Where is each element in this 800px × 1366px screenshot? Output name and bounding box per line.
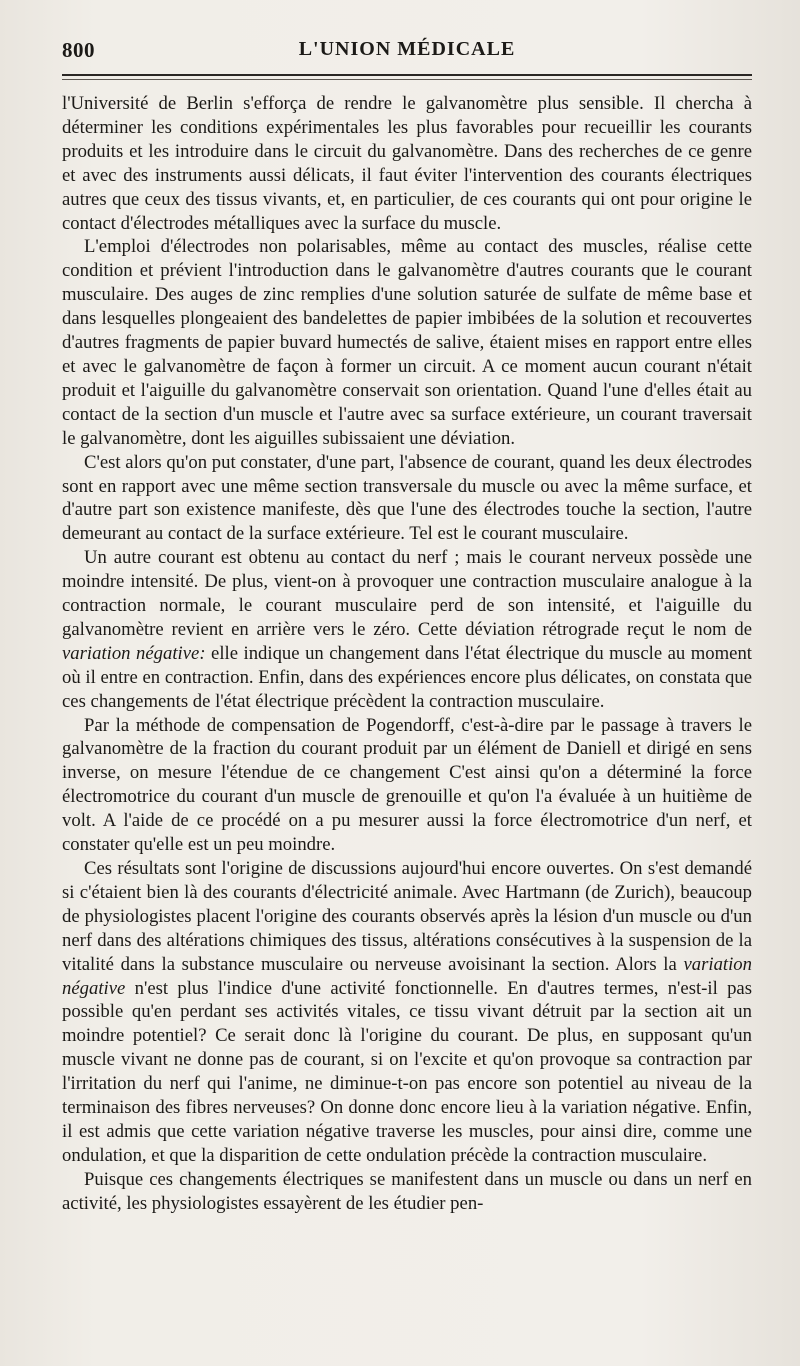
paragraph-text: n'est plus l'indice d'une activité fonctionnelle. En d'autres termes, n'est-il pas possible qu'en perdant ses activités vitales, ce tissu vivant détruit par la section ait un moindre potentiel? Ce serait donc là l'origine du courant. De plus, en supposant qu'un muscle vivant ne donne pas de courant, si on l'excite et qu'on provoque sa contraction par l'irritation du nerf qui l'anime, ne diminue-t-on pas encore son potentiel au niveau de la terminaison des fibres nerveuses? On donne donc encore lieu à la variation négative. Enfin, il est admis que cette variation négative traverse les muscles, pour ainsi dire, comme une ondulation, et que la disparition de cette ondulation précède la contraction musculaire. — [62, 977, 752, 1166]
header-rule — [62, 74, 752, 76]
article-body — [62, 92, 752, 1216]
paragraph: L'emploi d'électrodes non polarisables, même au contact des muscles, réalise cette condition et prévient l'introduction dans le galvanomètre d'autres courants que le courant musculaire. Des auges de zinc remplies d'une solution saturée de sulfate de même base et dans lesquelles plongeaient des bandelettes de papier imbibées de la solution et recouvertes d'autres fragments de papier buvard humectés de salive, étaient mises en rapport entre elles et avec le galvanomètre de façon à former un circuit. A ce moment aucun courant n'était produit et l'aiguille du galvanomètre conservait son orientation. Quand l'une d'elles était au contact de la section d'un muscle et l'autre avec sa surface extérieure, un courant traversait le galvanomètre, dont les aiguilles subissaient une déviation. — [62, 236, 752, 449]
paragraph — [62, 546, 752, 713]
paragraph-continued: l'Université de Berlin s'efforça de rendre le galvanomètre plus sensible. Il chercha à déterminer les conditions expérimentales les plus favorables pour recueillir les courants produits et les introduire dans le circuit du galvanomètre. Dans des recherches de ce genre et avec des instruments aussi délicats, il faut éviter l'intervention des courants électriques autres que ceux des tissus vivants, et, en particulier, de ces courants qui ont pour origine le contact d'électrodes métalliques avec la surface du muscle. — [62, 93, 752, 234]
paragraph: Par la méthode de compensation de Pogendorff, c'est-à-dire par le passage à travers le galvanomètre de la fraction du courant produit par un élément de Daniell et dirigé en sens inverse, on mesure l'étendue de ce changement C'est ainsi qu'on a déterminé la force électromotrice du courant d'un muscle de grenouille et qu'on l'a évaluée à un huitième de volt. A l'aide de ce procédé on a pu mesurer aussi la force électromotrice d'un nerf, et constater qu'elle est un peu moindre. — [62, 714, 752, 856]
running-head — [62, 0, 752, 74]
paragraph-text: Un autre courant est obtenu au contact du nerf ; mais le courant nerveux possède une moindre intensité. De plus, vient-on à provoquer une contraction musculaire analogue à la contraction normale, le courant musculaire perd de son intensité, et l'aiguille du galvanomètre revient en arrière vers le zéro. Cette déviation rétrograde reçut le nom de — [62, 547, 752, 640]
journal-title: L'UNION MÉDICALE — [298, 38, 516, 60]
paragraph-text: elle indique un changement dans l'état électrique du muscle au moment où il entre en contraction. Enfin, dans des expériences encore plus délicates, on constata que ces changements de l'état électrique précèdent la contraction musculaire. — [62, 642, 752, 712]
paragraph — [62, 857, 752, 1168]
italic-term: variation négative: — [62, 642, 206, 664]
paragraph-text: Ces résultats sont l'origine de discussions aujourd'hui encore ouvertes. On s'est demandé si c'étaient bien là des courants d'électricité animale. Avec Hartmann (de Zurich), beaucoup de physiologistes placent l'origine des courants observés après la lésion d'un muscle ou d'un nerf dans des altérations chimiques des tissus, altérations consécutives à la suspension de la vitalité dans la substance musculaire ou nerveuse avoisinant la section. Alors la — [62, 858, 752, 975]
paragraph: C'est alors qu'on put constater, d'une part, l'absence de courant, quand les deux électrodes sont en rapport avec une même section transversale du muscle ou avec la même surface, et d'autre part son existence manifeste, dès que l'une des électrodes touche la section, l'autre demeurant au contact de la surface extérieure. Tel est le courant musculaire. — [62, 451, 752, 545]
paragraph: Puisque ces changements électriques se manifestent dans un muscle ou dans un nerf en activité, les physiologistes essayèrent de les étudier pen- — [62, 1168, 752, 1214]
page-number: 800 — [62, 38, 95, 62]
header-rule-thin — [62, 79, 752, 80]
italic-term: variation négative — [62, 953, 752, 999]
